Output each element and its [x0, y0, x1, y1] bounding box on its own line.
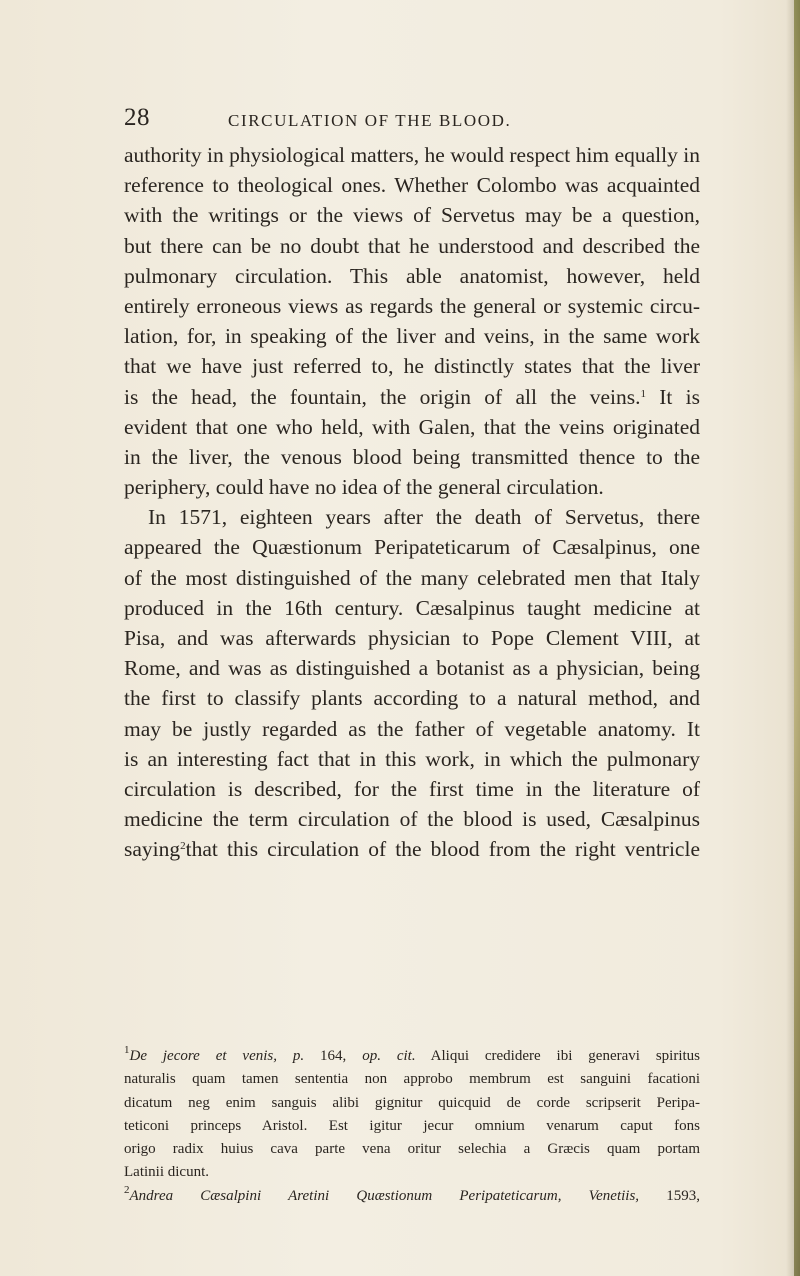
footnote-ref-2[interactable]: 2	[180, 840, 186, 853]
text-segment: is the head, the fountain, the origin of all the veins.	[124, 384, 641, 409]
text-line: Rome, and was as distinguished a botanist as a physician, being	[124, 656, 700, 681]
text-line: Pisa, and was afterwards physician to Pope Clement VIII, at	[124, 626, 700, 650]
footnote-1-title: De jecore et venis, p.	[129, 1048, 305, 1064]
text-line: circulation is described, for the first time in the literature of	[124, 776, 700, 801]
text-line: pulmonary circulation. This able anatomist, however, held	[124, 263, 700, 288]
text-line: that we have just referred to, he distinctly states that the liver	[124, 354, 700, 379]
text-segment: saying	[124, 837, 181, 862]
text-line: in the liver, the venous blood being transmitted thence to the	[124, 444, 700, 469]
footnote-1-line: teticoni princeps Aristol. Est igitur jecur omnium venarum caput fons	[124, 1117, 700, 1134]
footnote-1-opcit: op. cit.	[362, 1048, 416, 1064]
footnote-1-line: naturalis quam tamen sententia non approbo membrum est sanguini facationi	[124, 1071, 700, 1088]
footnote-2-text: 1593,	[639, 1187, 701, 1204]
text-line: but there can be no doubt that he understood and described the	[124, 233, 700, 258]
footnote-1-ref: 164,	[304, 1048, 363, 1064]
body-text	[124, 140, 700, 865]
text-line: medicine the term circulation of the blood is used, Cæsalpinus	[124, 807, 700, 832]
footnote-ref-1[interactable]: 1	[640, 387, 646, 400]
page-header	[124, 104, 594, 136]
footnote-2-title: Andrea Cæsalpini Aretini Quæstionum Peripateticarum, Venetiis,	[129, 1187, 640, 1204]
text-line: the first to classify plants according to a natural method, and	[124, 686, 700, 711]
text-line: of the most distinguished of the many celebrated men that Italy	[124, 565, 700, 590]
text-line: authority in physiological matters, he would respect him equally in	[124, 143, 700, 167]
footnotes	[124, 1045, 700, 1208]
text-line-with-footnote-ref	[124, 382, 700, 412]
footnote-1-line: Latinii dicunt.	[124, 1164, 209, 1181]
text-line: with the writings or the views of Servetus may be a question,	[124, 203, 700, 228]
text-line: evident that one who held, with Galen, that the veins originated	[124, 414, 700, 439]
footnote-1-line: dicatum neg enim sanguis alibi gignitur quicquid de corde scripserit Peripa-	[124, 1094, 700, 1111]
page-number: 28	[124, 104, 150, 131]
footnote-2-marker: 2	[124, 1183, 130, 1196]
text-line: is an interesting fact that in this work, in which the pulmonary	[124, 746, 700, 771]
text-line: lation, for, in speaking of the liver and veins, in the same work	[124, 324, 700, 349]
footnote-2	[124, 1185, 700, 1208]
text-line: may be justly regarded as the father of vegetable anatomy. It	[124, 716, 700, 741]
text-line-with-footnote-ref	[124, 834, 700, 864]
text-segment: It is	[646, 384, 700, 409]
footnote-1-text: Aliqui credidere ibi generavi spiritus	[415, 1048, 700, 1064]
paragraph-start-line: In 1571, eighteen years after the death of Servetus, there	[148, 505, 700, 530]
text-line: entirely erroneous views as regards the general or systemic circu-	[124, 293, 700, 318]
footnote-1-marker: 1	[124, 1044, 130, 1056]
text-line: appeared the Quæstionum Peripateticarum of Cæsalpinus, one	[124, 535, 700, 560]
text-line: reference to theological ones. Whether Colombo was acquainted	[124, 173, 700, 198]
footnote-1-line: origo radix huius cava parte vena oritur selechia a Græcis quam portam	[124, 1141, 700, 1158]
text-line: periphery, could have no idea of the general circulation.	[124, 475, 604, 500]
footnote-1	[124, 1045, 700, 1068]
page-edge-binding	[794, 0, 800, 1276]
text-line: produced in the 16th century. Cæsalpinus taught medicine at	[124, 595, 700, 620]
running-head: CIRCULATION OF THE BLOOD.	[228, 111, 512, 130]
text-segment: that this circulation of the blood from the right ventricle	[185, 837, 700, 862]
